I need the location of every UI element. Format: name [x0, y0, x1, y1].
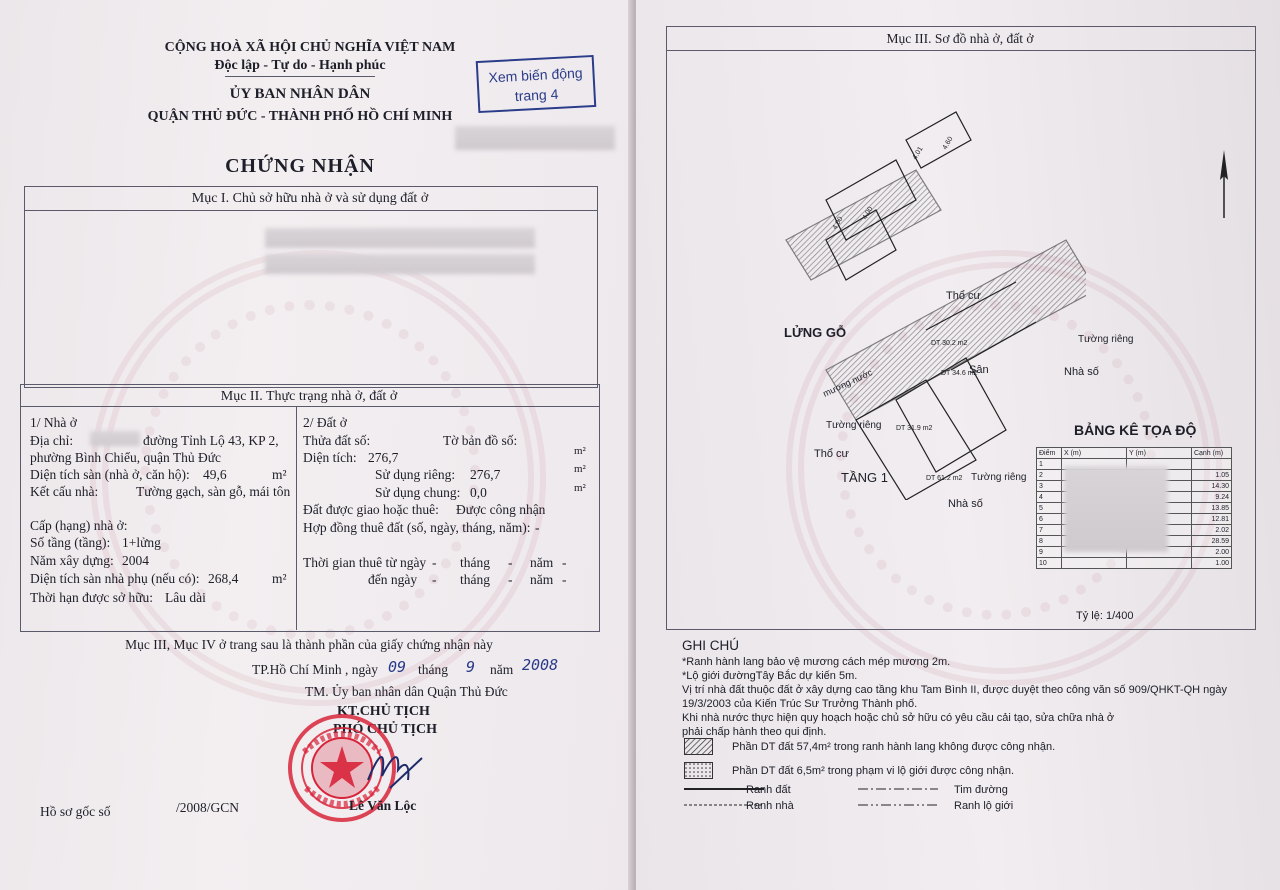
svg-text:4.01: 4.01 [911, 145, 925, 161]
coord-edge: 9.24 [1191, 492, 1231, 503]
section3-divider [666, 50, 1255, 51]
certificate-right-page [636, 0, 1280, 890]
coord-point: 3 [1037, 481, 1062, 492]
lease-to-year-dash: - [562, 572, 567, 587]
redacted-owner-2 [265, 254, 535, 274]
label-tho-cu: Thổ cư [946, 290, 981, 302]
structure-value: Tường gạch, sàn gỗ, mái tôn [136, 484, 291, 499]
section1-title: Mục I. Chủ sở hữu nhà ở và sử dụng đất ở [191, 191, 429, 206]
scale-label: Tỷ lệ: 1/400 [1076, 610, 1134, 622]
label-lung-go: LỬNG GỖ [784, 325, 847, 340]
svg-text:DT 30.2 m2: DT 30.2 m2 [931, 340, 968, 347]
term-value: Lâu dài [165, 590, 206, 605]
label-san: Sân [969, 364, 989, 376]
record-label: Hồ sơ gốc số [40, 804, 111, 819]
svg-text:4.00: 4.00 [861, 205, 875, 221]
shared-use-value: 0,0 [470, 485, 487, 500]
motto-underline [225, 76, 375, 77]
coord-point: 4 [1037, 492, 1062, 503]
lease-from-month-dash: - [508, 555, 513, 570]
land-area-label: Diện tích: [303, 450, 357, 465]
private-use-unit: m² [574, 463, 586, 475]
note-line-1: *Ranh hành lang bảo vệ mương cách mép mương 2m. [682, 656, 951, 668]
coord-point: 1 [1037, 459, 1062, 470]
motto: Độc lập - Tự do - Hạnh phúc [214, 58, 386, 73]
lease-from-dash: - [432, 555, 437, 570]
lease-from-year-dash: - [562, 555, 567, 570]
coord-x [1061, 558, 1126, 569]
section2-title: Mục II. Thực trạng nhà ở, đất ở [220, 389, 398, 404]
lease-to-month-dash: - [508, 572, 513, 587]
svg-text:4.00: 4.00 [831, 215, 845, 231]
coord-edge: 2.02 [1191, 525, 1231, 536]
lease-from-label: Thời gian thuê từ ngày [303, 555, 427, 570]
legend-tim-duong-line [858, 786, 938, 792]
note-line-3: Vị trí nhà đất thuộc đất ở xây dựng cao tầng khu Tam Bình II, được duyệt theo công văn số 909/QHKT-QH ngày [682, 684, 1228, 696]
signer-name: Lê Văn Lộc [349, 798, 417, 813]
signer-org: TM. Ủy ban nhân dân Quận Thủ Đức [305, 684, 508, 699]
coord-edge: 12.81 [1191, 514, 1231, 525]
coord-point: 6 [1037, 514, 1062, 525]
section1-box [24, 186, 598, 388]
issuer-line2: QUẬN THỦ ĐỨC - THÀNH PHỐ HỒ CHÍ MINH [147, 109, 453, 124]
note-line-6: phải chấp hành theo qui định. [682, 726, 827, 738]
label-nha-so: Nhà số [1064, 366, 1099, 378]
map-label: Tờ bản đồ số: [443, 433, 518, 448]
coord-edge: 1.00 [1191, 558, 1231, 569]
legend-ranh-lo-gioi-line [858, 802, 938, 808]
coord-edge: 14.30 [1191, 481, 1231, 492]
coord-header-y: Y (m) [1126, 448, 1191, 459]
coord-point: 2 [1037, 470, 1062, 481]
aux-area-label: Diện tích sàn nhà phụ (nếu có): [30, 571, 200, 586]
record-value: /2008/GCN [176, 800, 240, 815]
label-tuong-rieng-3: Tường riêng [826, 420, 882, 431]
coord-point: 8 [1037, 536, 1062, 547]
label-tuong-rieng: Tường riêng [1078, 334, 1134, 345]
coord-point: 7 [1037, 525, 1062, 536]
floor-area-value: 49,6 [203, 467, 227, 482]
note-line-4: 19/3/2003 của Kiến Trúc Sư Trưởng Thành phố. [682, 698, 918, 710]
section2-divider [20, 406, 599, 407]
address-line2: phường Bình Chiểu, quận Thủ Đức [30, 450, 222, 465]
house-heading: 1/ Nhà ở [30, 415, 77, 430]
issuer-line1: ỦY BAN NHÂN DÂN [229, 86, 371, 102]
year-label: Năm xây dựng: [30, 553, 114, 568]
land-heading: 2/ Đất ở [303, 415, 347, 430]
stamp-note: Xem biến động trang 4 [476, 55, 597, 113]
coord-point: 10 [1037, 558, 1062, 569]
svg-text:DT 61.2 m2: DT 61.2 m2 [926, 475, 963, 482]
structure-label: Kết cấu nhà: [30, 484, 99, 499]
certificate-title: CHỨNG NHẬN [225, 155, 375, 177]
date-prefix: TP.Hồ Chí Minh , ngày [252, 662, 379, 677]
floors-value: 1+lửng [122, 535, 161, 550]
lease-to-label: đến ngày [368, 572, 418, 587]
legend-dotted-text: Phần DT đất 6,5m² trong phạm vi lộ giới được công nhận. [732, 765, 1015, 777]
notes-title: GHI CHÚ [682, 638, 739, 653]
coord-header-edge: Cạnh (m) [1191, 448, 1231, 459]
legend-ranh-nha: Ranh nhà [746, 800, 794, 812]
coord-point: 9 [1037, 547, 1062, 558]
private-use-label: Sử dụng riêng: [375, 467, 456, 482]
coord-table-title: BẢNG KÊ TỌA ĐỘ [1074, 422, 1197, 438]
shared-use-unit: m² [574, 482, 586, 494]
lease-contract-label: Hợp đồng thuê đất (số, ngày, tháng, năm): [303, 520, 531, 535]
address-value: đường Tỉnh Lộ 43, KP 2, [143, 433, 279, 448]
coord-header-point: Điểm [1037, 448, 1062, 459]
legend-hatched-text: Phần DT đất 57,4m² trong ranh hành lang không được công nhận. [732, 741, 1056, 753]
lease-to-year-label: năm [530, 572, 554, 587]
floor-area-label: Diện tích sàn (nhà ở, căn hộ): [30, 467, 190, 482]
address-label: Địa chỉ: [30, 433, 74, 448]
aux-area-unit: m² [272, 571, 287, 586]
section1-divider [24, 210, 597, 211]
date-month-word: tháng [418, 662, 448, 677]
redacted-coordinates [1064, 466, 1168, 552]
lease-to-month-label: tháng [460, 572, 490, 587]
label-nha-so-2: Nhà số [948, 498, 983, 510]
coord-header-x: X (m) [1061, 448, 1126, 459]
date-month: 9 [466, 658, 476, 676]
date-year: 2008 [522, 656, 559, 674]
aux-area-value: 268,4 [208, 571, 239, 586]
lease-from-month-label: tháng [460, 555, 490, 570]
lease-to-dash: - [432, 572, 437, 587]
coord-edge: 2.00 [1191, 547, 1231, 558]
label-tuong-rieng-2: Tường riêng [971, 472, 1027, 483]
note-line-2: *Lộ giới đườngTây Bắc dự kiến 5m. [682, 670, 858, 682]
label-tho-cu-2: Thổ cư [814, 448, 849, 460]
coord-point: 5 [1037, 503, 1062, 514]
svg-text:DT 34.6 m2: DT 34.6 m2 [941, 370, 978, 377]
floors-label: Số tầng (tầng): [30, 535, 111, 550]
floor-area-unit: m² [272, 467, 287, 482]
term-label: Thời hạn được sở hữu: [30, 590, 154, 605]
signer-title2: PHÓ CHỦ TỊCH [333, 722, 437, 737]
label-tang-1: TẦNG 1 [841, 470, 888, 485]
section2-column-divider [296, 406, 297, 630]
svg-text:DT 31.9 m2: DT 31.9 m2 [896, 425, 933, 432]
date-year-word: năm [490, 662, 514, 677]
private-use-value: 276,7 [470, 467, 501, 482]
grade-label: Cấp (hạng) nhà ở: [30, 518, 128, 533]
shared-use-label: Sử dụng chung: [375, 485, 461, 500]
legend-ranh-lo-gioi: Ranh lộ giới [954, 800, 1014, 812]
coord-edge: 13.85 [1191, 503, 1231, 514]
redacted-number [455, 126, 615, 150]
site-plan-drawing [766, 100, 1086, 500]
allocation-label: Đất được giao hoặc thuê: [303, 502, 439, 517]
north-arrow-icon [1214, 150, 1234, 220]
legend-ranh-dat: Ranh đất [746, 784, 791, 796]
land-area-unit: m² [574, 445, 586, 457]
land-area-value: 276,7 [368, 450, 399, 465]
coord-y [1126, 558, 1191, 569]
year-value: 2004 [122, 553, 149, 568]
note-line-5: Khi nhà nước thực hiện quy hoạch hoặc chủ sở hữu có yêu cầu cải tạo, sửa chữa nhà ở [682, 712, 1115, 724]
coord-edge: 28.59 [1191, 536, 1231, 547]
date-day: 09 [388, 658, 407, 676]
redacted-house-number [90, 431, 140, 446]
footer-note: Mục III, Mục IV ở trang sau là thành phần của giấy chứng nhận này [125, 637, 493, 652]
legend-hatched-swatch [684, 738, 714, 756]
legend-dotted-swatch [684, 762, 714, 780]
redacted-owner-1 [265, 228, 535, 248]
lease-contract-dash: - [535, 520, 540, 535]
svg-text:4.60: 4.60 [941, 135, 955, 151]
signer-title1: KT.CHỦ TỊCH [337, 704, 430, 719]
lease-from-year-label: năm [530, 555, 554, 570]
section3-title: Mục III. Sơ đồ nhà ở, đất ở [886, 31, 1034, 46]
handwritten-signature [360, 740, 430, 800]
coord-edge: 1.05 [1191, 470, 1231, 481]
coord-edge [1191, 459, 1231, 470]
nation-header: CỘNG HOÀ XÃ HỘI CHỦ NGHĨA VIỆT NAM [164, 40, 456, 55]
allocation-value: Được công nhận [456, 502, 546, 517]
plot-label: Thửa đất số: [303, 433, 371, 448]
legend-tim-duong: Tim đường [954, 784, 1008, 796]
label-muong-nuoc: mương nước [821, 367, 874, 399]
